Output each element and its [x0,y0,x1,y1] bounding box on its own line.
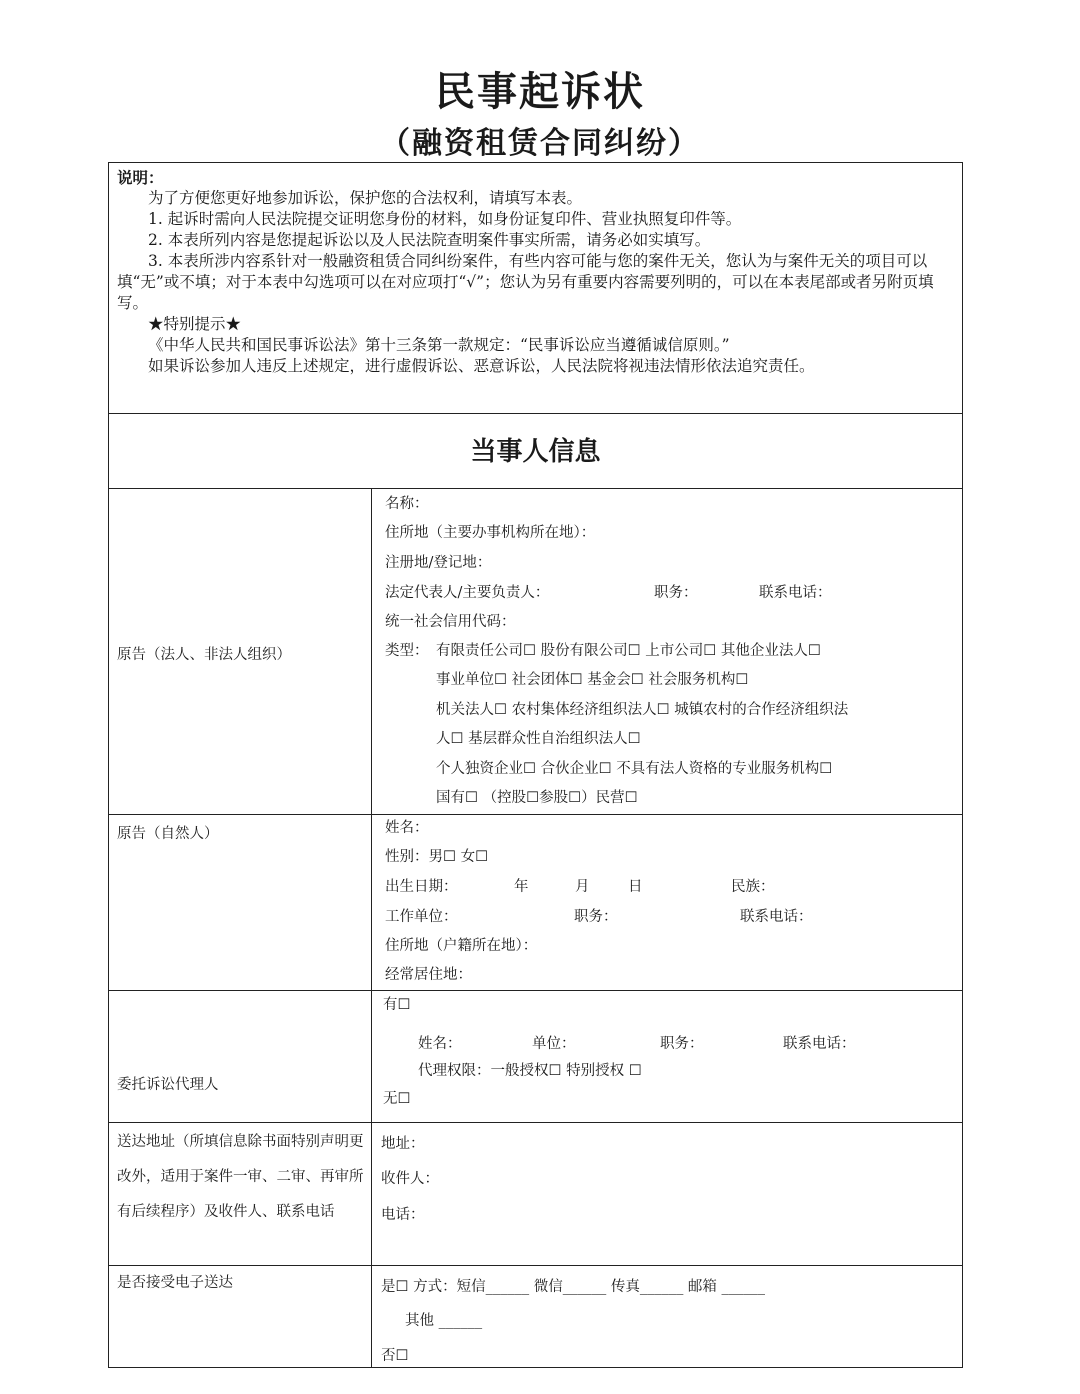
law-citation: 《中华人民共和国民事诉讼法》第十三条第一款规定：“民事诉讼应当遵循诚信原则。” [148,336,730,354]
org-type-options[interactable]: 个人独资企业☐ 合伙企业☐ 不具有法人资格的专业服务机构☐ [436,761,833,777]
complaint-form [108,162,963,1368]
person-residence-field[interactable]: 住所地（户籍所在地）： [385,938,538,954]
document-subtitle: （融资租赁合同纠纷） [380,126,700,161]
divider [109,1122,962,1123]
divider [109,814,962,815]
electronic-label: 是否接受电子送达 [117,1275,233,1291]
person-habitual-field[interactable]: 经常居住地： [385,967,472,983]
divider [109,1265,962,1266]
org-type-options[interactable]: 有限责任公司☐ 股份有限公司☐ 上市公司☐ 其他企业法人☐ [436,643,821,659]
person-phone-field[interactable]: 联系电话： [740,909,813,925]
agent-name-field[interactable]: 姓名： [418,1036,462,1052]
delivery-recipient-field[interactable]: 收件人： [381,1171,439,1187]
delivery-label: 送达地址（所填信息除书面特别声明更改外，适用于案件一审、二审、再审所有后续程序）及收件人、联系电话 [117,1134,364,1220]
org-address-field[interactable]: 住所地（主要办事机构所在地）： [385,525,596,541]
org-ownership-options[interactable]: 国有☐ （控股☐参股☐）民营☐ [436,790,638,806]
electronic-no-checkbox[interactable]: 否☐ [381,1348,409,1364]
agent-yes-checkbox[interactable]: 有☐ [383,997,411,1013]
agent-no-checkbox[interactable]: 无☐ [383,1091,411,1107]
person-name-field[interactable]: 姓名： [385,820,429,836]
org-credit-code-field[interactable]: 统一社会信用代码： [385,614,516,630]
org-registered-field[interactable]: 注册地/登记地： [385,555,492,571]
electronic-other-field[interactable]: 其他 ______ [405,1313,483,1329]
notes-intro: 为了方便您更好地参加诉讼，保护您的合法权利，请填写本表。 [148,189,583,207]
org-post-field[interactable]: 职务： [654,585,698,601]
notes-item-2: 2. 本表所列内容是您提起诉讼以及人民法院查明案件事实所需，请务必如实填写。 [148,231,711,249]
electronic-yes-options[interactable]: 是☐ 方式：短信______ 微信______ 传真______ 邮箱 ______ [381,1279,766,1295]
agent-label: 委托诉讼代理人 [117,1077,219,1093]
agent-unit-field[interactable]: 单位： [532,1036,576,1052]
delivery-phone-field[interactable]: 电话： [381,1207,425,1223]
birth-day-label: 日 [628,879,643,895]
person-employer-field[interactable]: 工作单位： [385,909,458,925]
person-ethnicity-field[interactable]: 民族： [731,879,775,895]
org-phone-field[interactable]: 联系电话： [759,585,832,601]
notes-item-3: 3. 本表所涉内容系针对一般融资租赁合同纠纷案件，有些内容可能与您的案件无关，您认为与案件无关的项目可以填“无”或不填；对于本表中勾选项可以在对应项打“√”；您认为另有重要内容需要列明的，可以在本表尾部或者另附页填写。 [117,252,934,312]
plaintiff-org-label: 原告（法人、非法人组织） [117,647,291,663]
person-post-field[interactable]: 职务： [574,909,618,925]
document-title: 民事起诉状 [435,69,645,115]
org-type-options[interactable]: 事业单位☐ 社会团体☐ 基金会☐ 社会服务机构☐ [436,672,749,688]
special-notice-title: ★特别提示★ [148,315,242,333]
agent-post-field[interactable]: 职务： [660,1036,704,1052]
divider [109,488,962,489]
org-type-options[interactable]: 人☐ 基层群众性自治组织法人☐ [436,731,641,747]
birth-year-label: 年 [514,879,529,895]
person-gender-field[interactable]: 性别：男☐ 女☐ [385,849,489,865]
legal-warning: 如果诉讼参加人违反上述规定，进行虚假诉讼、恶意诉讼，人民法院将视违法情形依法追究责任。 [148,357,815,375]
column-divider [371,488,372,1368]
notes-item-1: 1. 起诉时需向人民法院提交证明您身份的材料，如身份证复印件、营业执照复印件等。 [148,210,742,228]
divider [109,413,962,414]
agent-authority-options[interactable]: 代理权限：一般授权☐ 特别授权 ☐ [418,1063,642,1079]
divider [109,990,962,991]
agent-phone-field[interactable]: 联系电话： [783,1036,856,1052]
section-title: 当事人信息 [470,437,601,467]
org-type-options[interactable]: 机关法人☐ 农村集体经济组织法人☐ 城镇农村的合作经济组织法 [436,702,849,718]
notes-section [117,167,955,377]
org-rep-field[interactable]: 法定代表人/主要负责人： [385,585,550,601]
birth-month-label: 月 [575,879,590,895]
org-type-label: 类型： [385,643,429,659]
delivery-address-field[interactable]: 地址： [381,1136,425,1152]
plaintiff-person-label: 原告（自然人） [117,826,219,842]
person-birth-field[interactable]: 出生日期： [385,879,458,895]
notes-label: 说明： [117,168,164,187]
org-name-field[interactable]: 名称： [385,496,429,512]
